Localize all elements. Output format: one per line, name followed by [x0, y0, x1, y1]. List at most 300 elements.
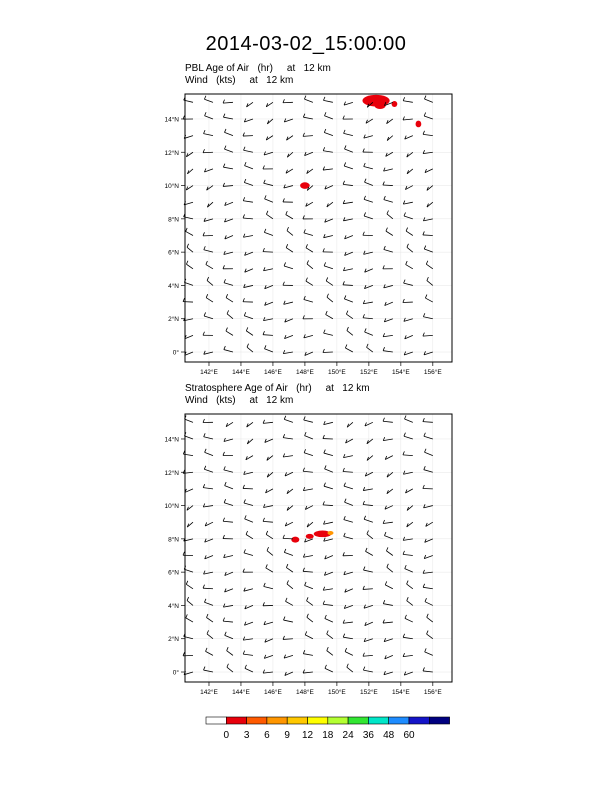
- wind-barb: [307, 614, 313, 622]
- wind-barb: [427, 277, 433, 285]
- wind-barb: [426, 522, 433, 526]
- wind-barb: [323, 501, 333, 505]
- wind-barb: [286, 244, 293, 252]
- map-panel-strat: [164, 414, 452, 696]
- wind-barb: [427, 202, 433, 207]
- wind-barb: [367, 439, 373, 444]
- wind-barb: [386, 547, 392, 555]
- wind-barb: [427, 614, 433, 622]
- wind-barb: [423, 570, 433, 574]
- wind-barb: [324, 538, 333, 542]
- wind-barb: [186, 614, 193, 622]
- wind-barb: [264, 267, 273, 271]
- wind-barb: [407, 522, 413, 527]
- wind-barb: [325, 665, 333, 672]
- colorbar-label: 0: [223, 730, 230, 741]
- panel2-title-line1: Stratosphere Age of Air (hr) at 12 km: [185, 383, 370, 394]
- wind-barb: [343, 116, 353, 120]
- colorbar-swatch: [328, 717, 348, 724]
- wind-barb: [345, 235, 353, 239]
- wind-barb: [345, 648, 353, 655]
- wind-barb: [225, 572, 233, 576]
- wind-barb: [387, 472, 393, 477]
- wind-barb: [343, 552, 353, 556]
- map-frame: [185, 414, 452, 682]
- wind-barb: [223, 452, 233, 456]
- wind-barb: [204, 96, 213, 103]
- wind-barb: [345, 345, 352, 352]
- wind-barb: [383, 347, 393, 352]
- lon-tick-label: 142°E: [200, 369, 218, 376]
- wind-barb: [264, 583, 273, 589]
- lat-tick-label: 0°: [172, 349, 179, 357]
- wind-barb: [286, 598, 293, 606]
- wind-barb: [204, 433, 213, 439]
- wind-barb: [363, 487, 373, 491]
- wind-barb: [223, 535, 233, 539]
- wind-barb: [185, 489, 193, 493]
- age-of-air-shading: [416, 121, 422, 128]
- wind-barb: [264, 229, 273, 236]
- wind-barb: [324, 450, 333, 456]
- wind-barb: [325, 219, 333, 223]
- wind-barb: [266, 531, 273, 539]
- wind-barb: [224, 146, 232, 153]
- wind-barb: [344, 162, 353, 168]
- wind-barb: [224, 346, 233, 352]
- wind-barb: [363, 586, 373, 590]
- wind-barb: [224, 251, 233, 255]
- wind-barb: [226, 294, 233, 302]
- wind-barb: [367, 344, 373, 352]
- lat-tick-label: 2°N: [168, 316, 179, 324]
- colorbar-swatch: [308, 717, 328, 724]
- lat-tick-label: 4°N: [168, 282, 179, 290]
- wind-barb: [323, 97, 332, 102]
- wind-barb: [247, 344, 253, 352]
- wind-barb: [286, 564, 293, 572]
- wind-barb: [224, 129, 232, 136]
- wind-barb: [305, 582, 313, 589]
- wind-barb: [384, 671, 393, 675]
- wind-barb: [405, 186, 412, 190]
- wind-barb: [224, 554, 233, 558]
- wind-barb: [263, 670, 273, 674]
- wind-barb: [383, 600, 393, 605]
- wind-barb: [286, 169, 293, 173]
- wind-barb: [405, 615, 413, 622]
- colorbar-label: 9: [284, 730, 290, 741]
- wind-barb: [243, 569, 253, 573]
- wind-barb: [407, 506, 413, 511]
- wind-barb: [224, 499, 233, 505]
- wind-barb: [423, 313, 432, 318]
- wind-barb: [304, 334, 313, 338]
- wind-barb: [363, 567, 372, 573]
- wind-barb: [306, 202, 313, 206]
- wind-barb: [303, 468, 313, 473]
- wind-barb: [225, 589, 233, 593]
- wind-barb: [385, 456, 393, 460]
- wind-barb: [243, 651, 253, 656]
- wind-barb: [403, 451, 413, 455]
- wind-barb: [363, 653, 373, 657]
- wind-barb: [287, 227, 293, 235]
- wind-barb: [324, 112, 332, 119]
- wind-barb: [307, 522, 313, 527]
- wind-barb: [246, 531, 253, 539]
- wind-barb: [424, 433, 433, 439]
- wind-barb: [283, 434, 293, 439]
- wind-barb: [286, 211, 293, 219]
- wind-barb: [187, 244, 193, 252]
- wind-barb: [247, 422, 253, 427]
- wind-barb: [384, 168, 393, 172]
- wind-barb: [303, 315, 313, 319]
- wind-barb: [303, 670, 313, 674]
- wind-barb: [385, 302, 393, 306]
- wind-barb: [366, 548, 373, 556]
- wind-barb: [284, 335, 292, 339]
- wind-barb: [324, 262, 333, 268]
- wind-barb: [206, 648, 213, 656]
- colorbar-label: 24: [342, 730, 354, 741]
- wind-barb: [244, 588, 253, 592]
- wind-barb: [403, 201, 412, 205]
- wind-barb: [363, 232, 373, 236]
- wind-barb: [187, 506, 193, 511]
- wind-barb: [343, 181, 353, 186]
- wind-barb: [364, 196, 373, 202]
- wind-barb: [423, 667, 433, 672]
- wind-barb: [207, 277, 213, 285]
- wind-barb: [225, 235, 233, 239]
- colorbar-swatch: [206, 717, 226, 724]
- wind-barb: [203, 232, 213, 236]
- wind-barb: [425, 598, 433, 605]
- panel1-title-line2: Wind (kts) at 12 km: [185, 75, 294, 86]
- wind-barb: [245, 515, 253, 522]
- wind-barb: [404, 213, 413, 219]
- wind-barb: [305, 432, 313, 439]
- colorbar-swatch: [226, 717, 246, 724]
- wind-barb: [323, 521, 332, 525]
- wind-barb: [306, 244, 313, 252]
- wind-barb: [266, 136, 273, 140]
- wind-barb: [285, 319, 293, 323]
- wind-barb: [266, 564, 273, 572]
- wind-barb: [204, 130, 213, 135]
- wind-barb: [283, 99, 293, 103]
- wind-barb: [263, 248, 273, 252]
- wind-barb: [384, 532, 392, 539]
- wind-barb: [407, 152, 413, 157]
- lat-tick-label: 14°N: [164, 436, 179, 444]
- wind-barb: [203, 332, 213, 336]
- lon-tick-label: 150°E: [327, 369, 346, 376]
- wind-barb: [383, 182, 393, 186]
- wind-barb: [224, 279, 233, 285]
- wind-barb: [284, 655, 293, 659]
- lon-tick-label: 148°E: [296, 369, 314, 376]
- wind-barb: [283, 282, 293, 286]
- wind-barb: [386, 228, 393, 236]
- wind-barb: [346, 311, 352, 319]
- wind-barb: [404, 280, 413, 286]
- wind-barb: [183, 552, 193, 556]
- wind-barb: [324, 330, 333, 336]
- wind-barb: [283, 617, 292, 623]
- wind-barb: [207, 186, 213, 191]
- wind-barb: [327, 647, 333, 655]
- age-of-air-shading: [374, 102, 385, 109]
- wind-barb: [385, 655, 393, 659]
- lon-tick-label: 156°E: [423, 369, 442, 376]
- wind-barb: [423, 217, 432, 221]
- wind-barb: [344, 295, 353, 302]
- wind-barb: [385, 506, 393, 510]
- wind-barb: [323, 601, 333, 606]
- lon-tick-label: 154°E: [391, 689, 410, 696]
- wind-barb: [383, 333, 393, 337]
- wind-barb: [404, 433, 413, 439]
- wind-barb: [204, 599, 213, 606]
- wind-barb: [287, 580, 293, 588]
- wind-barb: [344, 533, 353, 539]
- wind-barb: [243, 197, 253, 202]
- lat-tick-label: 12°N: [164, 469, 179, 477]
- wind-barb: [387, 119, 393, 124]
- wind-barb: [244, 179, 253, 186]
- wind-barb: [246, 327, 253, 335]
- lat-tick-label: 8°N: [168, 536, 179, 544]
- wind-barb: [363, 149, 373, 153]
- colorbar-swatch: [247, 717, 267, 724]
- wind-barb: [307, 169, 313, 174]
- wind-barb: [283, 453, 293, 457]
- wind-barb: [363, 314, 373, 318]
- wind-barb: [347, 664, 353, 672]
- wind-barb: [327, 294, 333, 302]
- wind-barb: [263, 165, 273, 169]
- wind-barb: [367, 531, 373, 539]
- wind-barb: [284, 549, 293, 556]
- main-title: 2014-03-02_15:00:00: [205, 33, 407, 55]
- wind-barb: [325, 186, 333, 190]
- wind-barb: [204, 246, 213, 252]
- wind-barb: [244, 471, 253, 475]
- lat-tick-label: 6°N: [168, 249, 179, 257]
- wind-barb: [344, 130, 353, 136]
- lon-tick-label: 144°E: [232, 369, 250, 376]
- wind-barb: [206, 614, 212, 622]
- lat-tick-label: 12°N: [164, 149, 179, 157]
- wind-barb: [287, 489, 293, 494]
- wind-barb: [405, 136, 413, 140]
- wind-barb: [264, 345, 272, 352]
- wind-barb: [204, 218, 213, 222]
- wind-barb: [303, 568, 313, 572]
- wind-barb: [244, 312, 253, 318]
- wind-barb: [343, 454, 352, 458]
- wind-barb: [344, 571, 353, 575]
- lon-tick-label: 152°E: [359, 369, 378, 376]
- wind-barb: [343, 634, 353, 639]
- wind-barb: [364, 212, 373, 218]
- wind-barb: [186, 261, 193, 269]
- wind-barb: [245, 269, 253, 273]
- wind-barb: [184, 566, 193, 572]
- wind-barb: [285, 522, 293, 526]
- wind-barb: [325, 555, 333, 559]
- wind-barb: [223, 265, 233, 269]
- panel2-title-line2: Wind (kts) at 12 km: [185, 395, 294, 406]
- wind-barb: [204, 169, 213, 173]
- wind-barb: [344, 102, 353, 106]
- wind-barb: [423, 584, 433, 589]
- wind-barb: [244, 549, 253, 555]
- wind-barb: [343, 620, 353, 624]
- wind-barb: [243, 485, 253, 489]
- lat-tick-label: 10°N: [164, 183, 179, 191]
- wind-barb: [307, 597, 313, 605]
- wind-barb: [264, 655, 273, 659]
- wind-barb: [243, 637, 253, 641]
- wind-barb: [187, 597, 193, 605]
- wind-barb: [186, 581, 193, 589]
- wind-barb: [224, 466, 233, 472]
- wind-barb: [384, 246, 393, 252]
- age-of-air-shading: [291, 537, 299, 543]
- wind-barb: [407, 169, 413, 174]
- wind-barb: [387, 210, 393, 218]
- age-of-air-shading: [327, 531, 333, 535]
- lat-tick-label: 10°N: [164, 503, 179, 511]
- wind-barb: [385, 581, 393, 588]
- wind-barb: [204, 351, 213, 355]
- wind-barb: [203, 484, 213, 489]
- wind-barb: [424, 504, 433, 508]
- wind-barb: [405, 489, 412, 493]
- wind-barb: [185, 335, 193, 339]
- colorbar-label: 36: [362, 730, 374, 741]
- wind-barb: [226, 422, 233, 426]
- wind-barb: [267, 547, 273, 555]
- wind-barb: [424, 555, 433, 559]
- wind-barb: [265, 639, 273, 643]
- wind-barb: [305, 352, 313, 356]
- wind-barb: [384, 284, 393, 288]
- wind-barb: [226, 328, 233, 336]
- wind-barb: [223, 183, 233, 187]
- wind-barb: [223, 518, 233, 522]
- wind-barb: [343, 468, 353, 472]
- wind-barb: [324, 421, 333, 425]
- wind-barb: [383, 620, 393, 624]
- wind-barb: [306, 278, 313, 286]
- wind-barb: [203, 503, 213, 507]
- wind-barb: [305, 506, 313, 510]
- wind-barb: [323, 435, 333, 439]
- wind-barb: [223, 100, 233, 104]
- wind-barb: [186, 152, 193, 157]
- lon-tick-label: 156°E: [423, 689, 442, 696]
- colorbar-label: 18: [322, 730, 334, 741]
- wind-barb: [207, 630, 213, 638]
- wind-barb: [287, 506, 293, 511]
- wind-barb: [345, 145, 353, 152]
- colorbar-label: 60: [403, 730, 415, 741]
- wind-barb: [324, 234, 333, 238]
- wind-barb: [366, 119, 373, 123]
- wind-barb: [347, 327, 353, 335]
- lat-tick-label: 4°N: [168, 602, 179, 610]
- wind-barb: [224, 438, 233, 442]
- lon-tick-label: 142°E: [200, 689, 218, 696]
- wind-barb: [423, 485, 433, 489]
- lon-tick-label: 150°E: [327, 689, 346, 696]
- wind-barb: [343, 200, 353, 204]
- map-frame: [185, 94, 452, 362]
- wind-barb: [363, 667, 373, 672]
- wind-barb: [384, 196, 393, 202]
- wind-barb: [243, 214, 253, 218]
- lat-tick-label: 14°N: [164, 116, 179, 124]
- wind-barb: [403, 117, 413, 121]
- wind-barb: [425, 539, 433, 543]
- wind-barb: [204, 312, 213, 318]
- wind-barb: [284, 185, 293, 189]
- wind-barb: [184, 279, 193, 286]
- wind-barb: [345, 589, 353, 593]
- wind-barb: [264, 621, 273, 625]
- lat-tick-label: 8°N: [168, 216, 179, 224]
- wind-barb: [227, 647, 233, 655]
- wind-barb: [407, 597, 413, 605]
- wind-barb: [206, 261, 213, 269]
- lon-tick-label: 154°E: [391, 369, 410, 376]
- wind-barb: [304, 229, 313, 235]
- lon-tick-label: 148°E: [296, 689, 314, 696]
- wind-barb: [405, 335, 413, 339]
- wind-barb: [405, 565, 413, 572]
- wind-barb: [346, 439, 353, 443]
- wind-barb: [287, 152, 293, 157]
- wind-barb: [343, 267, 352, 271]
- panel1-title-line1: PBL Age of Air (hr) at 12 km: [185, 63, 331, 74]
- wind-barb: [307, 260, 313, 268]
- wind-barb: [423, 333, 433, 337]
- wind-barb: [303, 133, 313, 137]
- wind-barb: [225, 482, 233, 489]
- wind-barb: [284, 416, 293, 423]
- wind-barb: [304, 449, 313, 455]
- wind-barb: [304, 96, 312, 103]
- colorbar-swatch: [368, 717, 388, 724]
- wind-barb: [223, 618, 233, 622]
- wind-barb: [305, 152, 313, 156]
- wind-barb: [364, 516, 373, 522]
- wind-barb: [326, 277, 333, 285]
- lon-tick-label: 146°E: [264, 369, 282, 376]
- colorbar-swatch: [348, 717, 368, 724]
- wind-barb: [406, 261, 413, 269]
- wind-barb: [387, 564, 393, 572]
- wind-barb: [363, 300, 373, 304]
- age-of-air-shading: [306, 534, 314, 539]
- wind-barb: [423, 131, 433, 136]
- wind-barb: [304, 296, 313, 302]
